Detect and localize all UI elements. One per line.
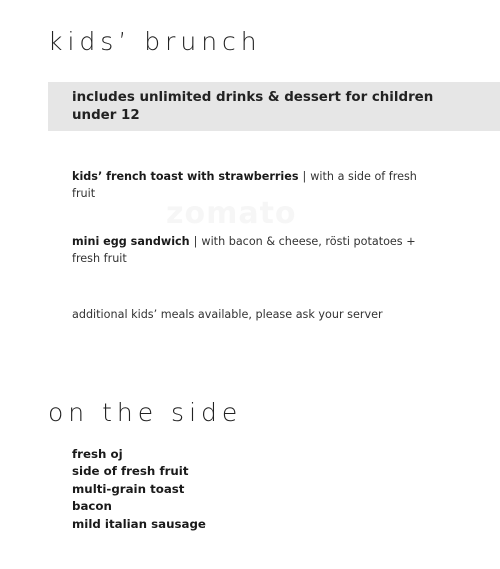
list-item: fresh oj bbox=[72, 447, 123, 461]
item-separator: | bbox=[193, 235, 198, 248]
item-name: kids’ french toast with strawberries bbox=[72, 170, 299, 183]
item-description: with bacon & cheese, rösti potatoes + fresh fruit bbox=[72, 235, 416, 265]
item-name: mini egg sandwich bbox=[72, 235, 190, 248]
info-banner bbox=[48, 82, 500, 131]
additional-meals-note: additional kids’ meals available, please ask your server bbox=[72, 308, 383, 321]
item-description: with a side of fresh fruit bbox=[72, 170, 417, 200]
item-separator: | bbox=[302, 170, 307, 183]
banner-text: includes unlimited drinks & dessert for children under 12 bbox=[72, 90, 434, 123]
section-title-on-the-side: on the side bbox=[48, 398, 243, 427]
list-item: side of fresh fruit bbox=[72, 464, 189, 479]
menu-item-french-toast bbox=[72, 168, 417, 202]
menu-item-mini-egg-sandwich bbox=[72, 233, 417, 267]
section-title-kids-brunch: kids’ brunch bbox=[48, 27, 262, 56]
list-item: mild italian sausage bbox=[72, 516, 206, 531]
watermark-logo: zomato bbox=[166, 196, 297, 231]
side-items-list bbox=[72, 446, 206, 533]
list-item: bacon bbox=[72, 499, 112, 514]
list-item: multi-grain toast bbox=[72, 481, 185, 496]
